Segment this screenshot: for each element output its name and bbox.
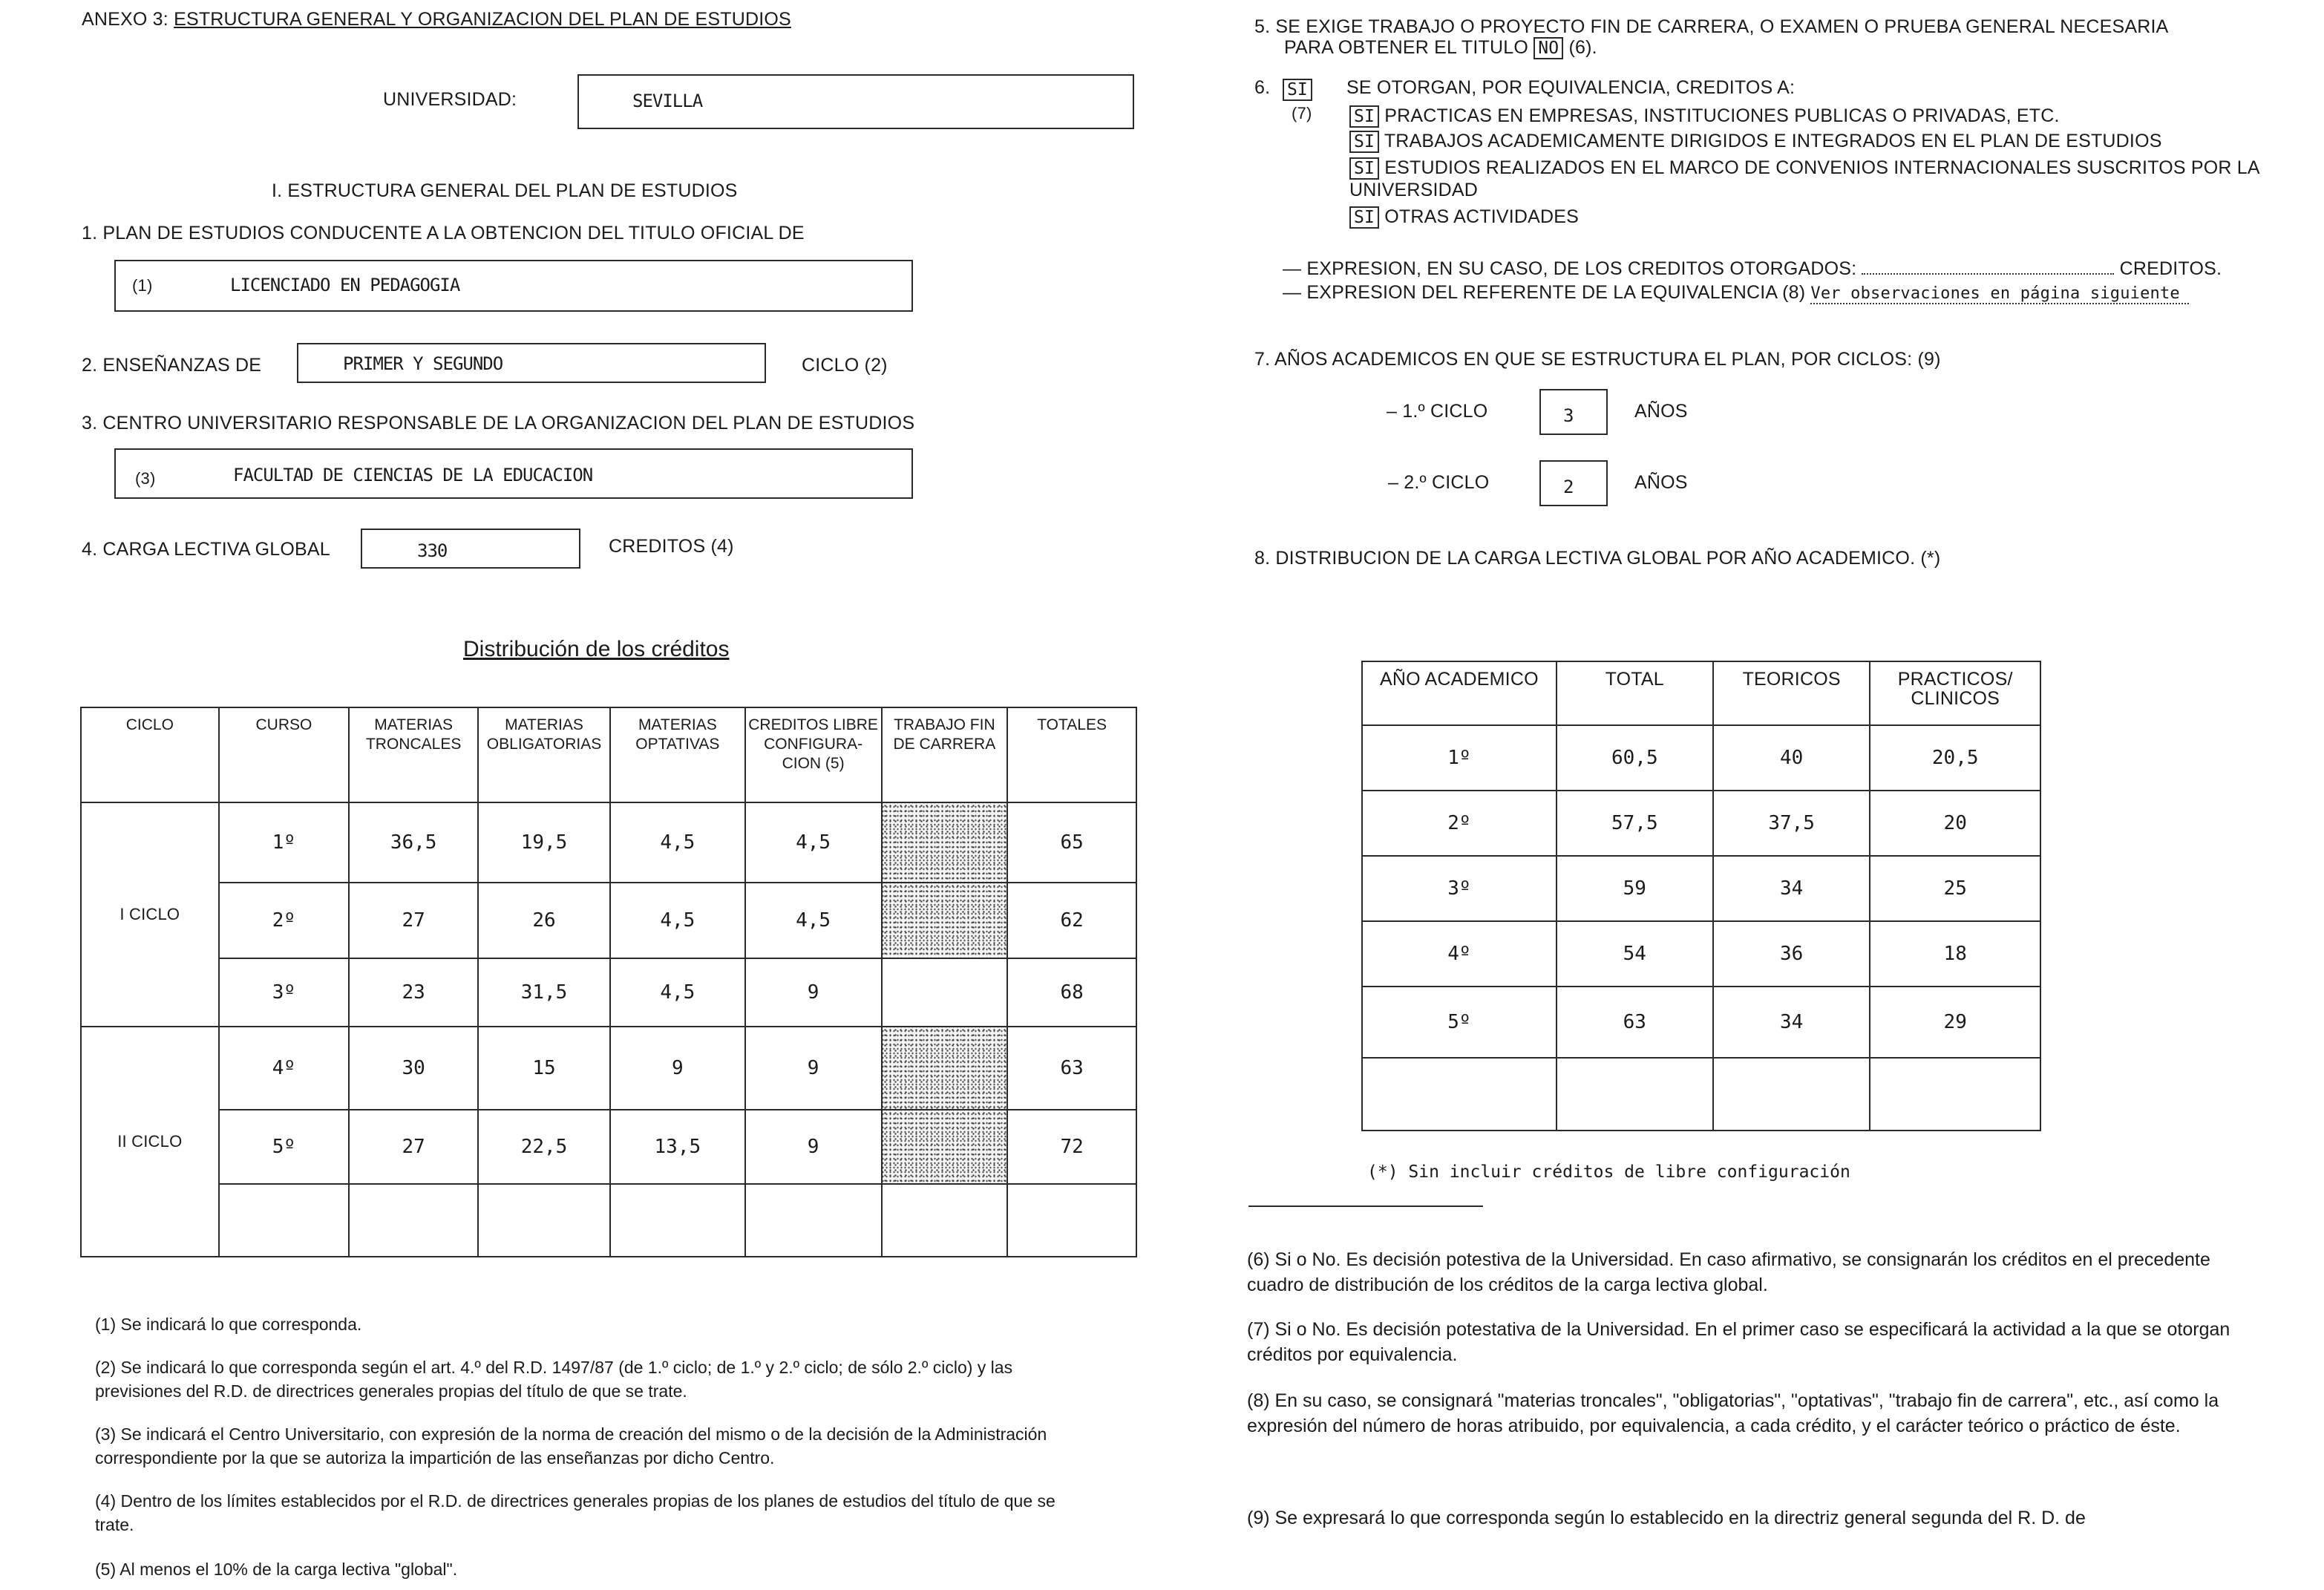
practicos-cell: 18 (1870, 921, 2040, 987)
table-row (1362, 921, 2040, 987)
troncales-cell: 27 (349, 883, 478, 958)
item6-main-box (1283, 79, 1312, 101)
teoricos-cell: 37,5 (1713, 791, 1870, 856)
item5-ref: (6). (1568, 37, 1597, 58)
practicos-cell: 20,5 (1870, 725, 2040, 791)
footnote-8: (8) En su caso, se consignará "materias troncales", "obligatorias", "optativas", "trabajo fin de carrera", etc., así como la expresión del número de horas atribuido, por equivalencia, a cada crédito, y el carácter teórico o práctico de éste. (1247, 1390, 2219, 1436)
practicos-cell: 25 (1870, 856, 2040, 921)
option-text: OTRAS ACTIVIDADES (1384, 206, 1580, 227)
th-curso: CURSO (219, 707, 350, 802)
option-text: ESTUDIOS REALIZADOS EN EL MARCO DE CONVENIOS INTERNACIONALES SUSCRITOS POR LA UNIVERSIDAD (1349, 157, 2259, 200)
expr2-value: Ver observaciones en página siguiente (1810, 284, 2189, 304)
carga-value: 330 (417, 540, 448, 561)
libre-cell: 9 (745, 1110, 882, 1184)
table-row-empty (81, 1184, 1136, 1257)
totales-cell: 72 (1007, 1110, 1136, 1184)
th-trabajo: TRABAJO FIN DE CARRERA (882, 707, 1008, 802)
ano-cell: 2º (1362, 791, 1557, 856)
ano-cell: 5º (1362, 987, 1557, 1058)
expr1-suffix: CREDITOS. (2119, 258, 2222, 279)
item7-label: 7. AÑOS ACADEMICOS EN QUE SE ESTRUCTURA EL PLAN, POR CICLOS: (9) (1254, 349, 1941, 370)
item2-label: 2. ENSEÑANZAS DE (82, 355, 262, 376)
table-row (81, 883, 1136, 958)
troncales-cell: 23 (349, 958, 478, 1027)
item5-line2 (1284, 37, 1597, 59)
table-note: (*) Sin incluir créditos de libre configuración (1367, 1162, 1850, 1182)
year-table (1361, 661, 2041, 1131)
libre-cell: 9 (745, 1027, 882, 1110)
option-text: PRACTICAS EN EMPRESAS, INSTITUCIONES PUBLICAS O PRIVADAS, ETC. (1384, 105, 2060, 126)
table-row (81, 1110, 1136, 1184)
option-box: SI (1349, 131, 1379, 153)
annex-prefix: ANEXO 3: (82, 9, 168, 30)
curso-cell: 1º (219, 802, 350, 883)
teoricos-cell: 34 (1713, 856, 1870, 921)
table-row (81, 958, 1136, 1027)
totales-cell: 65 (1007, 802, 1136, 883)
centro-field (114, 448, 913, 499)
table-row (1362, 791, 2040, 856)
ensenanzas-field (297, 343, 766, 383)
practicos-cell: 29 (1870, 987, 2040, 1058)
total-cell: 60,5 (1557, 725, 1713, 791)
teoricos-cell: 34 (1713, 987, 1870, 1058)
item2-suffix: CICLO (2) (802, 355, 888, 376)
totales-cell: 68 (1007, 958, 1136, 1027)
curso-cell: 5º (219, 1110, 350, 1184)
th-troncales: MATERIAS TRONCALES (349, 707, 478, 802)
footnote-1: (1) Se indicará lo que corresponda. (95, 1315, 362, 1334)
optativas-cell: 4,5 (610, 883, 745, 958)
troncales-cell: 36,5 (349, 802, 478, 883)
table-row (81, 802, 1136, 883)
credits-table (80, 707, 1137, 1257)
obligatorias-cell: 22,5 (478, 1110, 610, 1184)
total-cell: 54 (1557, 921, 1713, 987)
item5-line1: 5. SE EXIGE TRABAJO O PROYECTO FIN DE CARRERA, O EXAMEN O PRUEBA GENERAL NECESARIA (1254, 16, 2169, 37)
option-box: SI (1349, 157, 1379, 180)
ciclo2-anos: AÑOS (1634, 472, 1688, 493)
totales-cell: 62 (1007, 883, 1136, 958)
item3-label: 3. CENTRO UNIVERSITARIO RESPONSABLE DE LA ORGANIZACION DEL PLAN DE ESTUDIOS (82, 413, 915, 434)
annex-title: ESTRUCTURA GENERAL Y ORGANIZACION DEL PLAN DE ESTUDIOS (174, 9, 791, 30)
titulo-value: LICENCIADO EN PEDAGOGIA (230, 275, 460, 295)
obligatorias-cell: 26 (478, 883, 610, 958)
ciclo1-label: – 1.º CICLO (1387, 401, 1488, 422)
optativas-cell: 9 (610, 1027, 745, 1110)
troncales-cell: 30 (349, 1027, 478, 1110)
table-row (1362, 725, 2040, 791)
optativas-cell: 13,5 (610, 1110, 745, 1184)
table-row-empty (1362, 1058, 2040, 1131)
curso-cell: 3º (219, 958, 350, 1027)
troncales-cell: 27 (349, 1110, 478, 1184)
totales-cell: 63 (1007, 1027, 1136, 1110)
expr2-line (1283, 282, 2189, 304)
th-obligatorias: MATERIAS OBLIGATORIAS (478, 707, 610, 802)
item6-num: 6. (1254, 77, 1271, 98)
trabajo-stipple-cell (882, 1110, 1008, 1184)
th-ciclo: CICLO (81, 707, 219, 802)
credits-header-row (81, 707, 1136, 802)
item5-text: PARA OBTENER EL TITULO (1284, 37, 1529, 58)
footnote-7: (7) Si o No. Es decisión potestativa de la Universidad. En el primer caso se especificará la actividad a la que se otorgan créditos por equivalencia. (1247, 1319, 2230, 1365)
total-cell: 57,5 (1557, 791, 1713, 856)
footnote-3: (3) Se indicará el Centro Universitario, con expresión de la norma de creación del mismo o de la decisión de la Administración correspondiente por la que se autoriza la impartición de las enseñanzas por dicho Centro. (95, 1424, 1047, 1468)
universidad-field (577, 74, 1134, 129)
ciclo2-box (1539, 460, 1608, 506)
footnote-6: (6) Si o No. Es decisión potestiva de la Universidad. En caso afirmativo, se consignarán los créditos en el precedente cuadro de distribución de los créditos de la carga lectiva global. (1247, 1249, 2210, 1295)
trabajo-stipple-cell (882, 802, 1008, 883)
ano-cell: 3º (1362, 856, 1557, 921)
section-title: I. ESTRUCTURA GENERAL DEL PLAN DE ESTUDIOS (272, 180, 738, 201)
item8-label: 8. DISTRIBUCION DE LA CARGA LECTIVA GLOBAL POR AÑO ACADEMICO. (*) (1254, 548, 1941, 569)
th-libre: CREDITOS LIBRE CONFIGURA-CION (5) (745, 707, 882, 802)
ano-cell: 4º (1362, 921, 1557, 987)
expr1-label: — EXPRESION, EN SU CASO, DE LOS CREDITOS OTORGADOS: (1283, 258, 1857, 279)
table-row (81, 1027, 1136, 1110)
practicos-cell: 20 (1870, 791, 2040, 856)
ciclo1-anos: AÑOS (1634, 401, 1688, 422)
trabajo-stipple-cell (882, 1027, 1008, 1110)
ciclo-1-cell: I CICLO (81, 802, 219, 1027)
centro-value: FACULTAD DE CIENCIAS DE LA EDUCACION (233, 465, 593, 485)
expr2-label: — EXPRESION DEL REFERENTE DE LA EQUIVALENCIA (8) (1283, 282, 1806, 303)
item6-option (1349, 157, 2262, 201)
th-total: TOTAL (1557, 661, 1713, 725)
ciclo2-value: 2 (1563, 477, 1574, 497)
option-text: TRABAJOS ACADEMICAMENTE DIRIGIDOS E INTEGRADOS EN EL PLAN DE ESTUDIOS (1384, 131, 2162, 151)
libre-cell: 4,5 (745, 802, 882, 883)
item5-box: NO (1533, 37, 1563, 59)
trabajo-cell (882, 958, 1008, 1027)
universidad-label: UNIVERSIDAD: (383, 89, 517, 110)
th-optativas: MATERIAS OPTATIVAS (610, 707, 745, 802)
ciclo-2-cell: II CICLO (81, 1027, 219, 1257)
obligatorias-cell: 15 (478, 1027, 610, 1110)
item6-label: SE OTORGAN, POR EQUIVALENCIA, CREDITOS A: (1346, 77, 1796, 98)
table-row (1362, 856, 2040, 921)
ciclo2-label: – 2.º CICLO (1388, 472, 1490, 493)
option-box: SI (1349, 105, 1379, 128)
annex-heading (82, 9, 791, 30)
optativas-cell: 4,5 (610, 802, 745, 883)
item6-box: SI (1283, 79, 1312, 101)
ciclo1-value: 3 (1563, 405, 1574, 426)
item1-ref: (1) (132, 276, 153, 295)
item6-option (1349, 131, 2162, 153)
teoricos-cell: 40 (1713, 725, 1870, 791)
th-totales: TOTALES (1007, 707, 1136, 802)
obligatorias-cell: 31,5 (478, 958, 610, 1027)
item4-label: 4. CARGA LECTIVA GLOBAL (82, 539, 330, 560)
option-box: SI (1349, 206, 1379, 229)
total-cell: 63 (1557, 987, 1713, 1058)
carga-field (361, 529, 580, 569)
item3-ref: (3) (135, 469, 156, 488)
ano-cell: 1º (1362, 725, 1557, 791)
optativas-cell: 4,5 (610, 958, 745, 1027)
footnote-5: (5) Al menos el 10% de la carga lectiva "global". (95, 1560, 458, 1579)
item4-suffix: CREDITOS (4) (609, 536, 734, 557)
footnote-4: (4) Dentro de los límites establecidos por el R.D. de directrices generales propias de los planes de estudios del título de que se trate. (95, 1491, 1055, 1534)
footnote-9: (9) Se expresará lo que corresponda según lo establecido en la directriz general segunda del R. D. de (1247, 1508, 2086, 1528)
obligatorias-cell: 19,5 (478, 802, 610, 883)
item1-label: 1. PLAN DE ESTUDIOS CONDUCENTE A LA OBTENCION DEL TITULO OFICIAL DE (82, 223, 805, 243)
th-practicos: PRACTICOS/ CLINICOS (1870, 661, 2040, 725)
teoricos-cell: 36 (1713, 921, 1870, 987)
ciclo1-box (1539, 389, 1608, 435)
libre-cell: 4,5 (745, 883, 882, 958)
item6-option (1349, 105, 2060, 128)
item6-option (1349, 206, 1579, 229)
footnote-divider (1248, 1205, 1483, 1207)
titulo-field (114, 260, 913, 312)
th-ano: AÑO ACADEMICO (1362, 661, 1557, 725)
th-teoricos: TEORICOS (1713, 661, 1870, 725)
dist-title: Distribución de los créditos (463, 637, 730, 661)
libre-cell: 9 (745, 958, 882, 1027)
curso-cell: 2º (219, 883, 350, 958)
ensenanzas-value: PRIMER Y SEGUNDO (343, 353, 503, 374)
table-row (1362, 987, 2040, 1058)
expr1-line (1283, 258, 2222, 280)
trabajo-stipple-cell (882, 883, 1008, 958)
year-header-row (1362, 661, 2040, 725)
expr1-dots (1862, 273, 2114, 275)
footnote-2: (2) Se indicará lo que corresponda según el art. 4.º del R.D. 1497/87 (de 1.º ciclo; de 1.º y 2.º ciclo; de sólo 2.º ciclo) y las previsiones del R.D. de directrices generales propias del título de que se trate. (95, 1358, 1013, 1401)
item6-ref: (7) (1292, 104, 1312, 122)
total-cell: 59 (1557, 856, 1713, 921)
universidad-value: SEVILLA (632, 91, 703, 111)
curso-cell: 4º (219, 1027, 350, 1110)
